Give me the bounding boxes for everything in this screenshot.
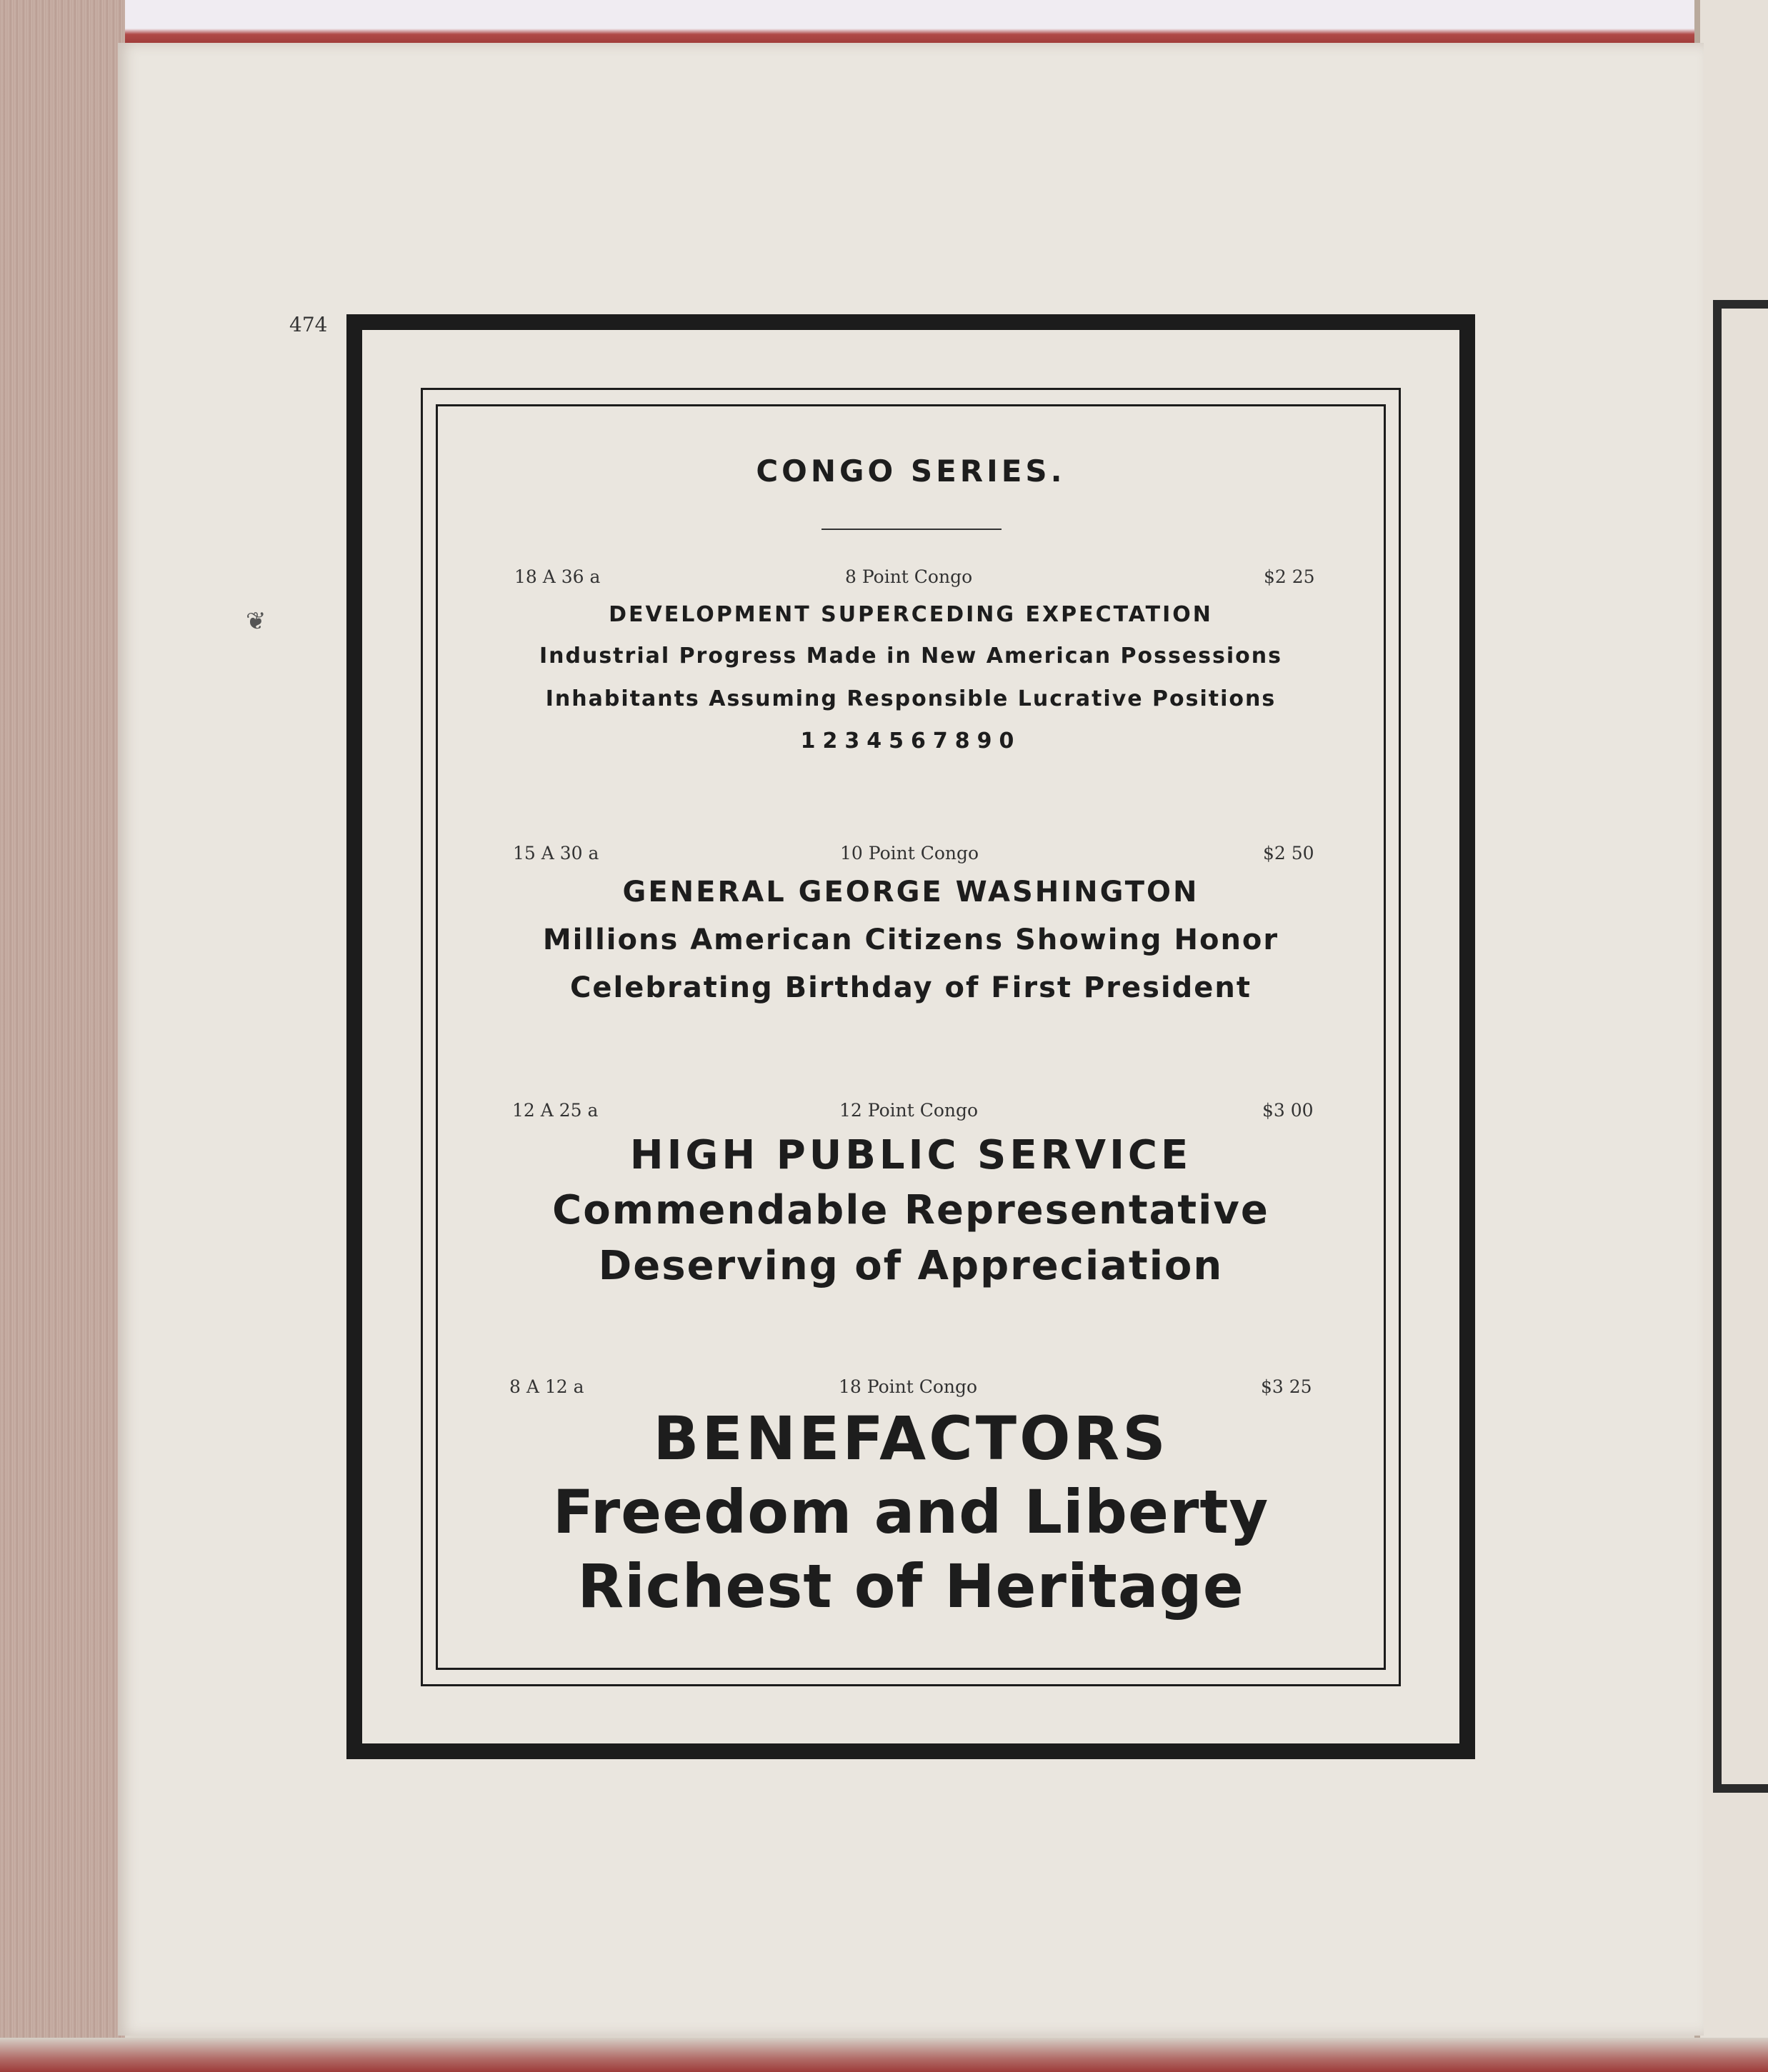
spec-size: 10 Point Congo: [840, 843, 979, 864]
book-top-edge: [0, 0, 1768, 44]
facing-page-border: [1713, 300, 1768, 1793]
specimen-line: GENERAL GEORGE WASHINGTON: [622, 876, 1199, 909]
specimen-line: HIGH PUBLIC SERVICE: [629, 1132, 1192, 1178]
spec-size: 18 Point Congo: [839, 1376, 978, 1397]
specimen-line: Celebrating Birthday of First President: [570, 971, 1252, 1004]
specimen-line: Deserving of Appreciation: [598, 1243, 1224, 1289]
spec-price: $3 25: [1261, 1376, 1312, 1397]
specimen-line: Commendable Representative: [552, 1187, 1269, 1233]
title-rule: [821, 529, 1002, 530]
spec-price: $3 00: [1262, 1100, 1314, 1121]
specimen-line: BENEFACTORS: [653, 1403, 1169, 1473]
spec-quantity: 8 A 12 a: [509, 1376, 584, 1397]
spec-price: $2 50: [1263, 843, 1314, 864]
spec-quantity: 12 A 25 a: [512, 1100, 599, 1121]
book-page-edges: [0, 0, 125, 2072]
specimen-line: Millions American Citizens Showing Honor: [542, 924, 1279, 956]
spec-price: $2 25: [1264, 566, 1315, 587]
spec-quantity: 18 A 36 a: [514, 566, 601, 587]
book-bottom-edge: [0, 2038, 1768, 2072]
spec-size: 8 Point Congo: [845, 566, 973, 587]
spec-size: 12 Point Congo: [839, 1100, 979, 1121]
specimen-line: Richest of Heritage: [577, 1551, 1244, 1621]
specimen-line: Inhabitants Assuming Responsible Lucrative Positions: [545, 686, 1277, 711]
specimen-line: Industrial Progress Made in New American Possessions: [539, 644, 1283, 669]
series-title: CONGO SERIES.: [756, 454, 1066, 489]
ornament-icon: ❦: [246, 607, 266, 636]
page-number: 474: [289, 313, 328, 336]
spec-quantity: 15 A 30 a: [513, 843, 599, 864]
specimen-line: Freedom and Liberty: [552, 1477, 1269, 1547]
specimen-line: DEVELOPMENT SUPERCEDING EXPECTATION: [609, 602, 1213, 627]
specimen-numerals: 1234567890: [800, 729, 1022, 754]
